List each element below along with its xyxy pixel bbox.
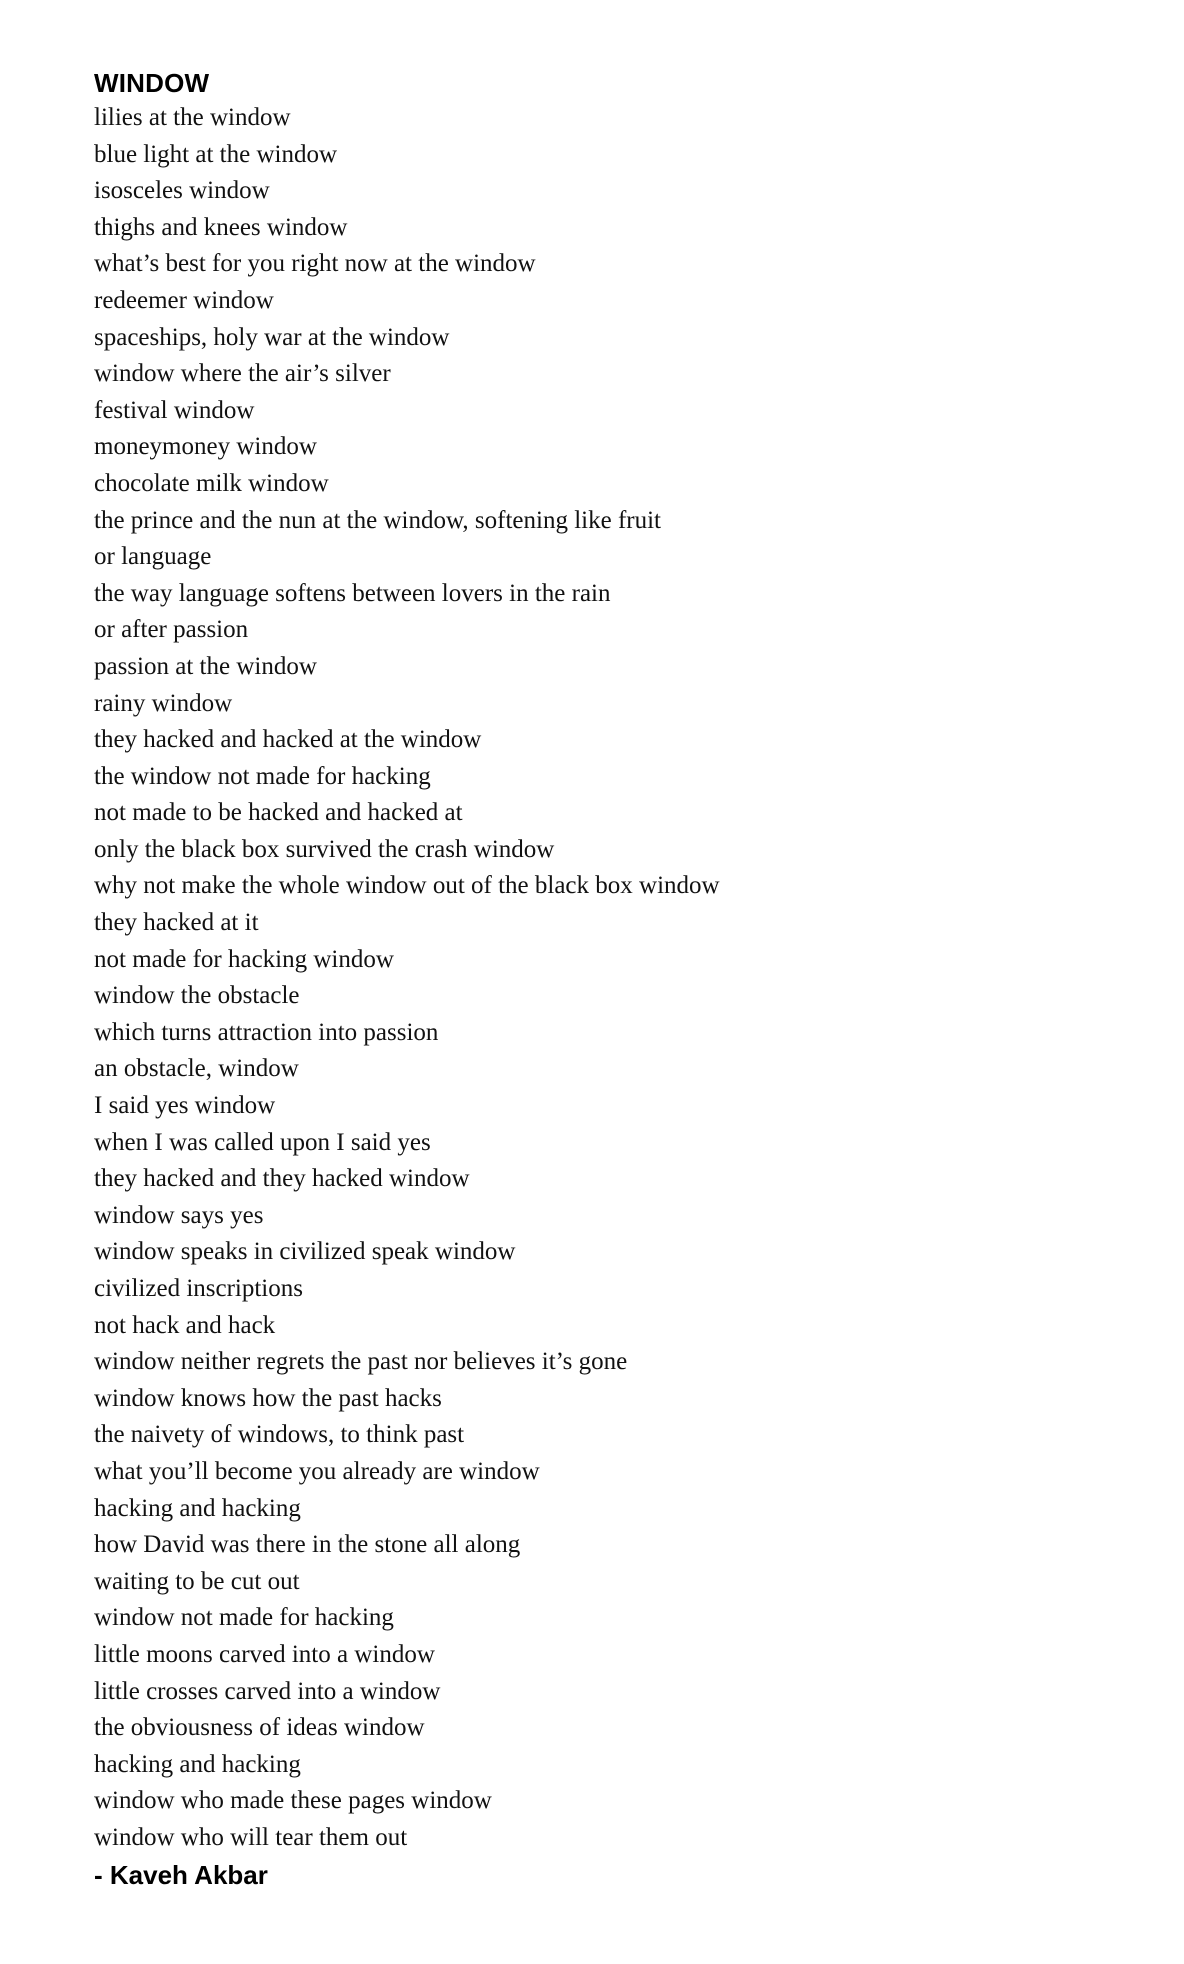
poem-line: they hacked and they hacked window [94, 1165, 470, 1193]
poem-line: the naivety of windows, to think past [94, 1421, 465, 1449]
poem-line: redeemer window [94, 286, 274, 314]
poem-line: when I was called upon I said yes [94, 1128, 431, 1156]
poem-line: not made to be hacked and hacked at [94, 799, 463, 827]
poem-line: window not made for hacking [94, 1604, 394, 1632]
poem-line: or after passion [94, 616, 249, 644]
poem-title: WINDOW [94, 68, 210, 98]
poem-line: rainy window [94, 689, 233, 717]
poem-body [94, 100, 1094, 1857]
poem-line: chocolate milk window [94, 469, 329, 497]
poem-line: window speaks in civilized speak window [94, 1238, 516, 1266]
poem-line: I said yes window [94, 1092, 276, 1120]
poem-line: lilies at the window [94, 104, 291, 131]
poem-line: the prince and the nun at the window, softening like fruit [94, 506, 661, 534]
poem-line: festival window [94, 396, 255, 424]
poem-line: window where the air’s silver [94, 360, 391, 388]
poem-line: spaceships, holy war at the window [94, 323, 450, 351]
poem-line: the window not made for hacking [94, 762, 431, 790]
poem-line: window who will tear them out [94, 1823, 408, 1851]
poem-line: window who made these pages window [94, 1787, 492, 1815]
poem-line: window the obstacle [94, 982, 300, 1010]
poem-line: passion at the window [94, 652, 317, 680]
poem-line: little moons carved into a window [94, 1640, 435, 1668]
poem-line: window knows how the past hacks [94, 1384, 442, 1412]
poem-page [94, 66, 1094, 1893]
poem-line: moneymoney window [94, 433, 317, 461]
poem-line: or language [94, 543, 212, 571]
poem-line: hacking and hacking [94, 1494, 301, 1522]
poem-line: they hacked and hacked at the window [94, 726, 482, 754]
poem-line: not hack and hack [94, 1311, 276, 1339]
poem-line: the obviousness of ideas window [94, 1714, 425, 1742]
poem-line: window says yes [94, 1201, 264, 1229]
poem-author: - Kaveh Akbar [94, 1859, 268, 1890]
poem-line: civilized inscriptions [94, 1275, 303, 1302]
poem-line: hacking and hacking [94, 1750, 301, 1778]
poem-line: why not make the whole window out of the black box window [94, 872, 720, 900]
poem-line: isosceles window [94, 177, 270, 205]
poem-line: window neither regrets the past nor believes it’s gone [94, 1348, 628, 1376]
poem-line: what you’ll become you already are window [94, 1457, 540, 1485]
poem-line: how David was there in the stone all along [94, 1531, 521, 1559]
poem-line: blue light at the window [94, 140, 338, 168]
poem-line: which turns attraction into passion [94, 1018, 439, 1046]
poem-line: thighs and knees window [94, 213, 348, 241]
poem-line: little crosses carved into a window [94, 1677, 441, 1705]
poem-line: what’s best for you right now at the window [94, 250, 536, 278]
poem-line: the way language softens between lovers in the rain [94, 579, 611, 607]
poem-line: waiting to be cut out [94, 1567, 300, 1595]
poem-line: an obstacle, window [94, 1055, 299, 1083]
poem-line: only the black box survived the crash window [94, 835, 555, 863]
poem-line: not made for hacking window [94, 945, 394, 973]
poem-line: they hacked at it [94, 909, 259, 937]
